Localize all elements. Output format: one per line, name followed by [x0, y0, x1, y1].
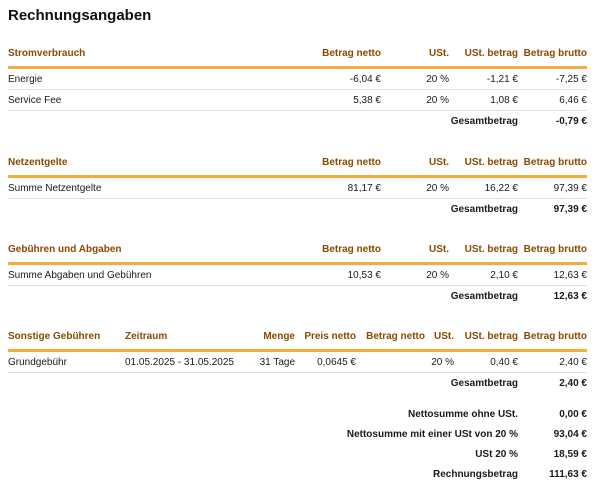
- page-title: Rechnungsangaben: [8, 7, 152, 24]
- table-row: [8, 178, 587, 199]
- summary-row-netto-ohne-ust: [8, 404, 587, 424]
- header-betrag-brutto: Betrag brutto: [523, 157, 587, 168]
- row-ust: 20 %: [426, 95, 449, 106]
- header-category: Gebühren und Abgaben: [8, 244, 122, 255]
- header-preis-netto: Preis netto: [304, 331, 356, 342]
- header-betrag-brutto: Betrag brutto: [523, 48, 587, 59]
- total-value: 2,40 €: [559, 378, 587, 389]
- header-betrag-netto: Betrag netto: [366, 331, 425, 342]
- summary-value: 111,63 €: [549, 469, 587, 480]
- total-row: [8, 199, 587, 219]
- table-row: [8, 352, 587, 373]
- header-ust: USt.: [434, 331, 454, 342]
- row-betrag-brutto: 12,63 €: [553, 270, 587, 281]
- table-row: [8, 90, 587, 111]
- row-label: Energie: [8, 74, 43, 85]
- table-row: [8, 69, 587, 90]
- table-header: [8, 48, 587, 62]
- table-header: [8, 157, 587, 171]
- header-category: Sonstige Gebühren: [8, 331, 101, 342]
- summary-row-ust: [8, 444, 587, 464]
- header-ust: USt.: [429, 157, 449, 168]
- total-row: [8, 286, 587, 306]
- row-betrag-netto: -6,04 €: [349, 74, 381, 85]
- row-ust-betrag: 16,22 €: [484, 183, 518, 194]
- summary-label: Nettosumme ohne USt.: [407, 409, 518, 420]
- summary-value: 93,04 €: [553, 429, 587, 440]
- row-zeitraum: 01.05.2025 - 31.05.2025: [125, 357, 234, 368]
- header-category: Stromverbrauch: [8, 48, 86, 59]
- section-stromverbrauch: [8, 48, 587, 131]
- row-label: Summe Netzentgelte: [8, 183, 102, 194]
- row-ust: 20 %: [426, 74, 449, 85]
- row-betrag-brutto: -7,25 €: [555, 74, 587, 85]
- row-label: Service Fee: [8, 95, 62, 106]
- total-row: [8, 111, 587, 131]
- section-netzentgelte: [8, 157, 587, 219]
- header-betrag-netto: Betrag netto: [322, 48, 381, 59]
- row-label: Grundgebühr: [8, 357, 67, 368]
- header-betrag-brutto: Betrag brutto: [523, 244, 587, 255]
- total-value: 97,39 €: [553, 204, 587, 215]
- row-betrag-brutto: 97,39 €: [553, 183, 587, 194]
- header-ust-betrag: USt. betrag: [464, 48, 518, 59]
- summary-label: Rechnungsbetrag: [432, 469, 518, 480]
- header-ust: USt.: [429, 244, 449, 255]
- header-betrag-brutto: Betrag brutto: [523, 331, 587, 342]
- header-ust-betrag: USt. betrag: [464, 244, 518, 255]
- row-preis-netto: 0,0645 €: [317, 357, 356, 368]
- total-label: Gesamtbetrag: [450, 116, 518, 127]
- header-ust-betrag: USt. betrag: [464, 157, 518, 168]
- total-value: 12,63 €: [553, 291, 587, 302]
- total-value: -0,79 €: [555, 116, 587, 127]
- total-label: Gesamtbetrag: [450, 378, 518, 389]
- total-row: [8, 373, 587, 393]
- row-ust: 20 %: [426, 183, 449, 194]
- row-betrag-netto: 5,38 €: [353, 95, 381, 106]
- header-betrag-netto: Betrag netto: [322, 244, 381, 255]
- header-ust-betrag: USt. betrag: [464, 331, 518, 342]
- table-header: [8, 244, 587, 258]
- table-row: [8, 265, 587, 286]
- summary-value: 18,59 €: [553, 449, 587, 460]
- row-ust-betrag: 0,40 €: [490, 357, 518, 368]
- section-sonstige-gebuehren: [8, 331, 587, 393]
- summary-label: USt 20 %: [475, 449, 518, 460]
- header-menge: Menge: [263, 331, 295, 342]
- header-ust: USt.: [429, 48, 449, 59]
- header-betrag-netto: Betrag netto: [322, 157, 381, 168]
- summary-value: 0,00 €: [559, 409, 587, 420]
- row-ust-betrag: 1,08 €: [490, 95, 518, 106]
- invoice-summary: [8, 404, 587, 484]
- row-betrag-netto: 81,17 €: [347, 183, 381, 194]
- summary-row-rechnungsbetrag: [8, 464, 587, 484]
- row-betrag-netto: 10,53 €: [347, 270, 381, 281]
- table-header: [8, 331, 587, 345]
- total-label: Gesamtbetrag: [450, 204, 518, 215]
- row-menge: 31 Tage: [259, 357, 295, 368]
- row-ust: 20 %: [431, 357, 454, 368]
- total-label: Gesamtbetrag: [450, 291, 518, 302]
- header-zeitraum: Zeitraum: [125, 331, 168, 342]
- summary-label: Nettosumme mit einer USt von 20 %: [346, 429, 518, 440]
- row-ust: 20 %: [426, 270, 449, 281]
- header-category: Netzentgelte: [8, 157, 68, 168]
- row-betrag-brutto: 6,46 €: [559, 95, 587, 106]
- summary-row-netto-mit-ust: [8, 424, 587, 444]
- row-ust-betrag: -1,21 €: [486, 74, 518, 85]
- row-ust-betrag: 2,10 €: [490, 270, 518, 281]
- section-gebuehren-abgaben: [8, 244, 587, 306]
- row-label: Summe Abgaben und Gebühren: [8, 270, 152, 281]
- row-betrag-brutto: 2,40 €: [559, 357, 587, 368]
